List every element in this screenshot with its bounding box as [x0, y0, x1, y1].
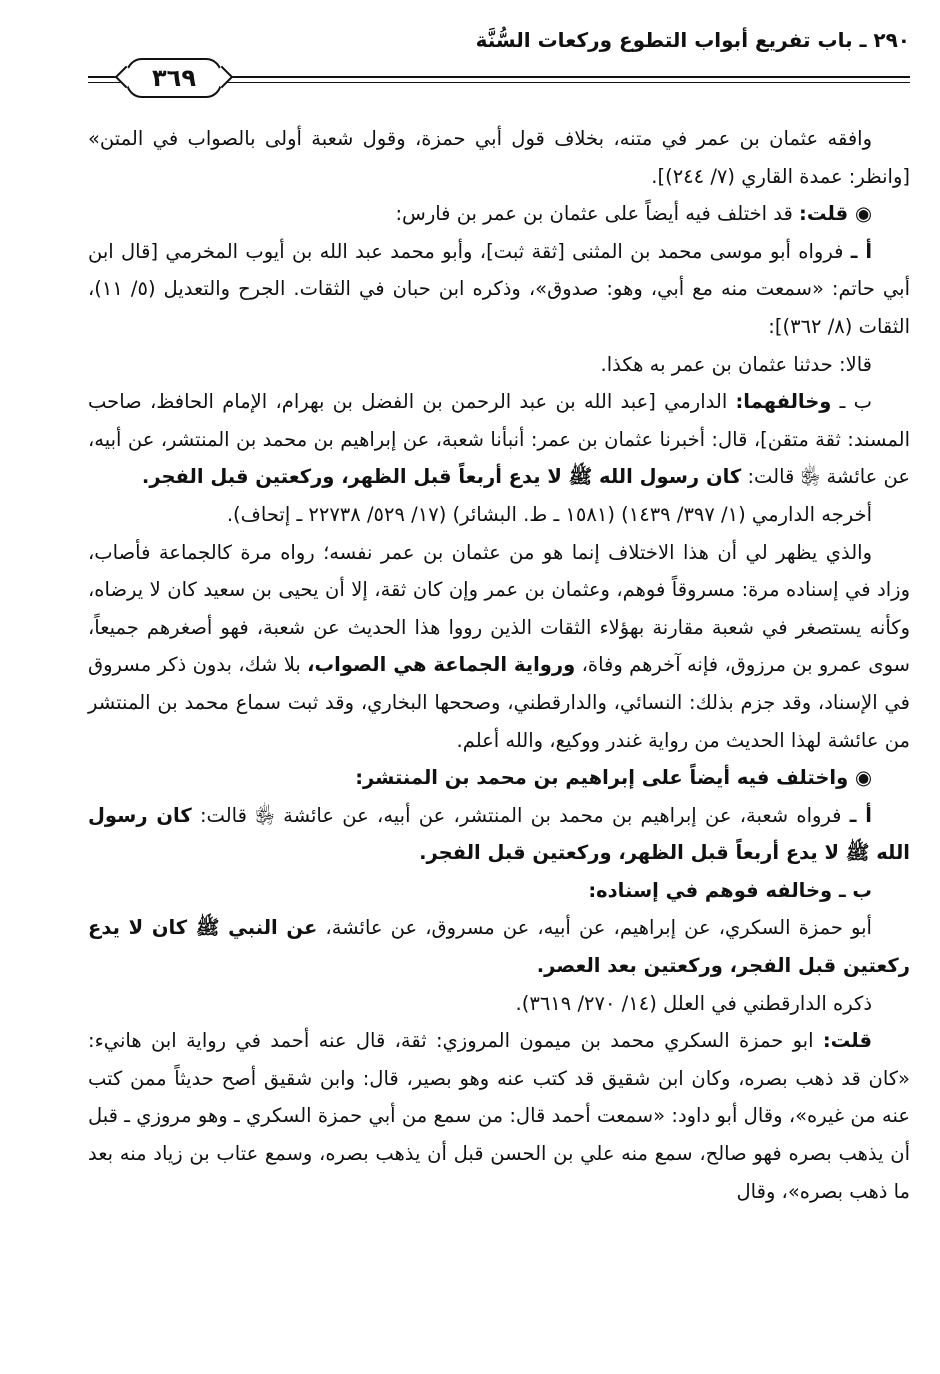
text-run: قالا: حدثنا عثمان بن عمر به هكذا. — [600, 352, 872, 376]
page-number: ٣٦٩ — [152, 64, 196, 92]
paragraph — [88, 909, 910, 984]
paragraph — [88, 872, 910, 910]
text-run: وافقه عثمان بن عمر في متنه، بخلاف قول أبي حمزة، وقول شعبة أولى بالصواب في المتن» [وانظر: عمدة القاري (٧/ ٢٤٤)]. — [88, 127, 910, 188]
bold-text-run: قلت: — [822, 1029, 872, 1053]
paragraph — [88, 383, 910, 496]
paragraph — [88, 797, 910, 872]
text-run: والذي يظهر لي أن هذا الاختلاف إنما هو من عثمان بن عمر نفسه؛ رواه مرة كالجماعة فأصاب، وزاد في إسناده مرة: مسروقاً فوهم، وعثمان بن عمر وإن كان ثقة، إلا أن يحيى بن سعيد كان لا يرضاه، وكأنه يستصغر في شعبة مقارنة بهؤلاء الثقات الذين رووا هذا الحديث عن شعبة، فهو أصغرهم جميعاً، سوى عمرو بن مرزوق، فإنه آخرهم وفاة، — [88, 540, 910, 677]
paragraph — [88, 233, 910, 346]
bold-text-run: ورواية الجماعة هي الصواب، — [307, 653, 576, 677]
bold-text-run: ◉ واختلف فيه أيضاً على إبراهيم بن محمد بن المنتشر: — [355, 766, 872, 790]
bold-text-run: أ ـ — [849, 803, 872, 827]
paragraph — [88, 120, 910, 195]
text-run: فرواه شعبة، عن إبراهيم بن محمد بن المنتشر، عن أبيه، عن عائشة ﵂ قالت: — [191, 803, 850, 827]
text-run: بلا شك، بدون ذكر مسروق في الإسناد، وقد جزم بذلك: النسائي، والدارقطني، وصححها البخاري، وقد ثبت سماع محمد بن المنتشر من عائشة لهذا الحديث من رواية غندر ووكيع، والله أعلم. — [88, 653, 910, 752]
text-run: ابو حمزة السكري محمد بن ميمون المروزي: ثقة، قال عنه أحمد في رواية ابن هانيء: «كان قد ذهب بصره، وكان ابن شقيق قد كتب عنه وهو بصير، قال: وابن شقيق أصح حديثاً ممن كتب عنه من غيره»، وقال أبو داود: «سمعت أحمد قال: من سمع من أبي حمزة السكري ـ وهو مروزي ـ قبل أن يذهب بصره فهو صالح، سمع منه علي بن الحسن قبل أن يذهب بصره، وسمع عتاب بن زياد منه بعد ما ذهب بصره»، وقال — [88, 1029, 910, 1203]
text-run: الدارمي [عبد الله بن عبد الرحمن بن الفضل بن بهرام، الإمام الحافظ، صاحب المسند: ثقة متقن]، قال: أخبرنا عثمان بن عمر: أنبأنا شعبة، عن إبراهيم بن محمد بن المنتشر، عن أبيه، عن عائشة ﵂ قالت: — [88, 390, 910, 489]
text-run: أبو حمزة السكري، عن إبراهيم، عن أبيه، عن مسروق، عن عائشة، — [317, 916, 872, 940]
bold-text-run: كان رسول الله ﷺ لا يدع أربعاً قبل الظهر، وركعتين قبل الفجر. — [141, 465, 742, 489]
text-run: قد اختلف فيه أيضاً على عثمان بن عمر بن فارس: — [395, 202, 800, 226]
paragraph — [88, 496, 910, 534]
bold-text-run: عن النبي ﷺ كان لا يدع ركعتين قبل الفجر، وركعتين بعد العصر. — [88, 916, 910, 978]
body-text — [88, 120, 910, 1210]
paragraph — [88, 534, 910, 760]
bold-text-run: ب ـ وخالفه فوهم في إسناده: — [588, 878, 872, 902]
paragraph — [88, 1022, 910, 1210]
text-run: ب ـ — [831, 390, 872, 414]
text-run: فرواه أبو موسى محمد بن المثنى [ثقة ثبت]، وأبو محمد عبد الله بن أيوب المخرمي [قال ابن أبي حاتم: «سمعت منه مع أبي، وهو: صدوق»، وذكره ابن حبان في الثقات. الجرح والتعديل (٥/ ١١)، الثقات (٨/ ٣٦٢)]: — [88, 239, 910, 338]
text-run: أخرجه الدارمي (١/ ٣٩٧/ ١٤٣٩) (١٥٨١ ـ ط. البشائر) (١٧/ ٥٢٩/ ٢٢٧٣٨ ـ إتحاف). — [226, 502, 872, 526]
bold-text-run: أ ـ — [850, 239, 872, 263]
paragraph — [88, 346, 910, 384]
chapter-title: ٢٩٠ ـ باب تفريع أبواب التطوع وركعات السُّنَّة — [475, 28, 910, 52]
paragraph — [88, 759, 910, 797]
page-header — [88, 18, 910, 92]
page-number-badge — [126, 58, 222, 98]
text-run: ذكره الدارقطني في العلل (١٤/ ٢٧٠/ ٣٦١٩). — [515, 991, 872, 1015]
paragraph — [88, 985, 910, 1023]
bold-text-run: ◉ قلت: — [799, 202, 872, 226]
paragraph — [88, 195, 910, 233]
bold-text-run: وخالفهما: — [735, 390, 832, 414]
bold-text-run: كان رسول الله ﷺ لا يدع أربعاً قبل الظهر، وركعتين قبل الفجر. — [88, 803, 910, 865]
